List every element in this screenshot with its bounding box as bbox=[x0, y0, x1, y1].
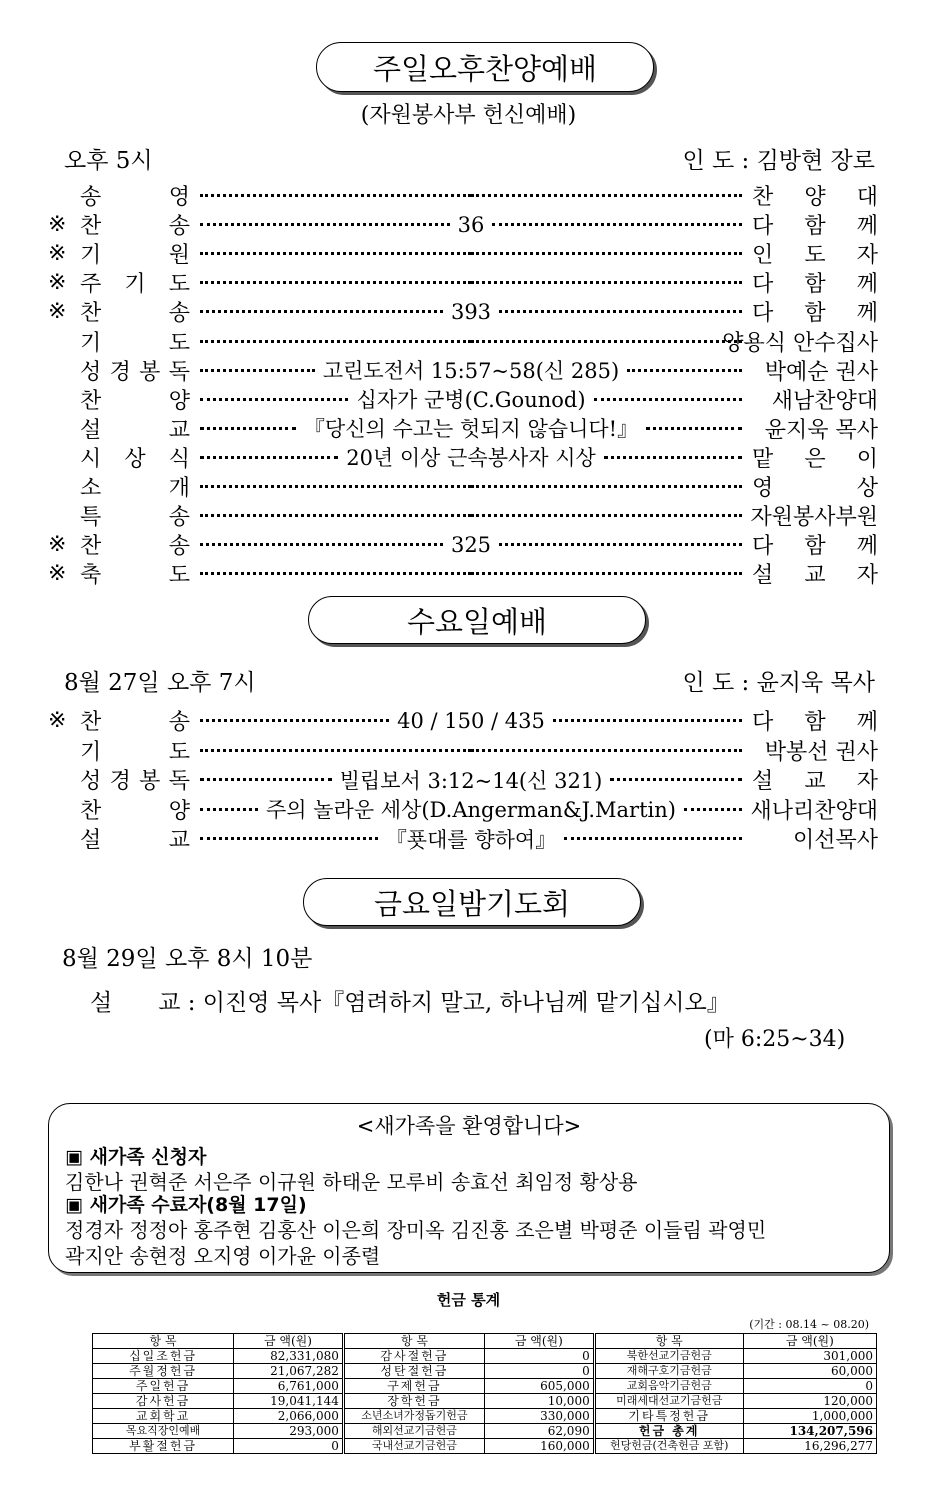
order-label: 송 영 bbox=[80, 185, 190, 210]
offering-amount: 160,000 bbox=[484, 1439, 594, 1454]
order-row bbox=[48, 414, 878, 443]
order-label: 성 경 봉 독 bbox=[80, 359, 190, 385]
finance-row bbox=[93, 1379, 877, 1394]
offering-item: 구제헌금 bbox=[343, 1379, 484, 1394]
order-label: 찬 양 bbox=[80, 798, 190, 824]
offering-amount: 120,000 bbox=[743, 1394, 876, 1409]
new-family-graduates-line1: 정경자 정정아 홍주현 김홍산 이은희 장미옥 김진홍 조은별 박평준 이들림 곽영민 bbox=[65, 1218, 767, 1242]
order-leader: 다 함 께 bbox=[752, 214, 878, 240]
order-label: 기 도 bbox=[80, 739, 190, 765]
finance-row bbox=[93, 1424, 877, 1439]
order-leader: 다 함 께 bbox=[752, 534, 878, 560]
col-header-amount: 금 액(원) bbox=[234, 1334, 344, 1349]
order-row bbox=[48, 297, 878, 326]
dot-leader bbox=[200, 300, 742, 324]
finance-row bbox=[93, 1349, 877, 1364]
offering-item: 장학헌금 bbox=[343, 1394, 484, 1409]
finance-row bbox=[93, 1364, 877, 1379]
order-row bbox=[48, 356, 878, 385]
order-content: 40 / 150 / 435 bbox=[397, 708, 545, 733]
wednesday-time: 8월 27일 오후 7시 bbox=[64, 670, 256, 696]
order-label: 찬 송 bbox=[80, 214, 190, 240]
col-header-item: 항 목 bbox=[343, 1334, 484, 1349]
offering-item: 국내선교기금헌금 bbox=[343, 1439, 484, 1454]
order-content: 『푯대를 향하여』 bbox=[385, 827, 557, 852]
order-row bbox=[48, 736, 878, 765]
order-content: 십자가 군병(C.Gounod) bbox=[356, 388, 586, 413]
offering-amount: 6,761,000 bbox=[234, 1379, 344, 1394]
offering-amount: 82,331,080 bbox=[234, 1349, 344, 1364]
required-standing-mark: ※ bbox=[48, 299, 67, 325]
finance-row bbox=[93, 1409, 877, 1424]
offering-item: 감사헌금 bbox=[93, 1394, 234, 1409]
offering-item: 소년소녀가정돕기헌금 bbox=[343, 1409, 484, 1424]
dot-leader bbox=[200, 355, 742, 385]
dot-leader bbox=[200, 252, 742, 255]
sunday-time: 오후 5시 bbox=[64, 148, 153, 174]
offering-amount: 1,000,000 bbox=[743, 1409, 876, 1424]
offering-amount: 301,000 bbox=[743, 1349, 876, 1364]
friday-scripture: (마 6:25~34) bbox=[704, 1027, 846, 1052]
offering-item: 교회음악기금헌금 bbox=[594, 1379, 743, 1394]
sunday-subtitle: (자원봉사부 헌신예배) bbox=[360, 103, 577, 128]
new-family-box bbox=[48, 1103, 890, 1273]
offering-item: 성탄절헌금 bbox=[343, 1364, 484, 1379]
order-leader: 박봉선 권사 bbox=[764, 739, 878, 765]
order-leader: 맡 은 이 bbox=[752, 446, 878, 472]
order-row bbox=[48, 239, 878, 268]
offering-amount: 16,296,277 bbox=[743, 1439, 876, 1454]
offering-amount: 2,066,000 bbox=[234, 1409, 344, 1424]
new-family-title: <새가족을 환영합니다> bbox=[356, 1114, 582, 1138]
offering-item: 목요직장인예배 bbox=[93, 1424, 234, 1439]
offering-item: 기타특정헌금 bbox=[594, 1409, 743, 1424]
offering-item: 헌당헌금(건축헌금 포함) bbox=[594, 1439, 743, 1454]
offering-amount: 0 bbox=[743, 1379, 876, 1394]
offering-amount: 60,000 bbox=[743, 1364, 876, 1379]
offering-item: 재해구호기금헌금 bbox=[594, 1364, 743, 1379]
new-family-graduates-heading: ▣ 새가족 수료자(8월 17일) bbox=[65, 1194, 307, 1216]
required-standing-mark: ※ bbox=[48, 532, 67, 558]
dot-leader bbox=[200, 442, 742, 472]
offering-item: 부활절헌금 bbox=[93, 1439, 234, 1454]
order-label: 찬 송 bbox=[80, 710, 190, 735]
order-label: 기 도 bbox=[80, 330, 190, 356]
wednesday-title: 수요일예배 bbox=[308, 596, 646, 644]
offering-item: 주일헌금 bbox=[93, 1379, 234, 1394]
order-row bbox=[48, 443, 878, 472]
finance-title: 헌금 통계 bbox=[436, 1291, 501, 1309]
order-row bbox=[48, 385, 878, 414]
offering-amount: 19,041,144 bbox=[234, 1394, 344, 1409]
dot-leader bbox=[200, 485, 742, 488]
offering-amount: 605,000 bbox=[484, 1379, 594, 1394]
col-header-item: 항 목 bbox=[93, 1334, 234, 1349]
order-label: 성 경 봉 독 bbox=[80, 769, 190, 794]
order-row bbox=[48, 530, 878, 559]
order-label: 소 개 bbox=[80, 476, 190, 501]
offering-amount: 21,067,282 bbox=[234, 1364, 344, 1379]
offering-amount: 10,000 bbox=[484, 1394, 594, 1409]
col-header-amount: 금 액(원) bbox=[743, 1334, 876, 1349]
finance-row bbox=[93, 1394, 877, 1409]
order-leader: 다 함 께 bbox=[752, 710, 878, 735]
order-leader: 새남찬양대 bbox=[771, 388, 878, 414]
order-row bbox=[48, 559, 878, 588]
col-header-item: 항 목 bbox=[594, 1334, 743, 1349]
finance-table bbox=[92, 1333, 877, 1454]
order-content: 20년 이상 근속봉사자 시상 bbox=[346, 446, 596, 471]
offering-item: 미래세대선교기금헌금 bbox=[594, 1394, 743, 1409]
order-label: 설 교 bbox=[80, 417, 190, 443]
wednesday-leader: 인 도 : 윤지욱 목사 bbox=[682, 670, 875, 696]
order-row bbox=[48, 706, 878, 735]
order-leader: 새나리찬양대 bbox=[750, 798, 878, 824]
order-content: 36 bbox=[457, 212, 485, 237]
order-row bbox=[48, 268, 878, 297]
required-standing-mark: ※ bbox=[48, 270, 67, 296]
order-content: 325 bbox=[450, 532, 492, 557]
order-content: 고린도전서 15:57~58(신 285) bbox=[322, 359, 620, 384]
dot-leader bbox=[200, 794, 742, 824]
order-content: 주의 놀라운 세상(D.Angerman&J.Martin) bbox=[266, 798, 676, 822]
order-row bbox=[48, 327, 878, 356]
finance-period: (기간 : 08.14 ~ 08.20) bbox=[749, 1318, 869, 1331]
order-row bbox=[48, 795, 878, 824]
offering-amount: 62,090 bbox=[484, 1424, 594, 1439]
order-label: 기 원 bbox=[80, 243, 190, 269]
order-content: 빌립보서 3:12~14(신 321) bbox=[339, 768, 603, 793]
dot-leader bbox=[200, 194, 742, 197]
order-row bbox=[48, 472, 878, 501]
new-family-graduates-line2: 곽지안 송현정 오지영 이가윤 이종렬 bbox=[65, 1244, 381, 1268]
dot-leader bbox=[200, 213, 742, 237]
order-leader: 인 도 자 bbox=[752, 243, 878, 269]
order-leader: 다 함 께 bbox=[752, 301, 878, 327]
required-standing-mark: ※ bbox=[48, 561, 67, 587]
dot-leader bbox=[200, 384, 742, 414]
order-leader: 자원봉사부원 bbox=[750, 505, 878, 531]
offering-amount: 0 bbox=[484, 1364, 594, 1379]
offering-item: 주월정헌금 bbox=[93, 1364, 234, 1379]
order-row bbox=[48, 181, 878, 210]
required-standing-mark: ※ bbox=[48, 708, 67, 733]
offering-item: 헌금 총계 bbox=[594, 1424, 743, 1439]
order-leader: 윤지욱 목사 bbox=[764, 417, 878, 443]
dot-leader bbox=[200, 413, 742, 443]
new-family-applicants: 김한나 권혁준 서은주 이규원 하태운 모루비 송효선 최임정 황상용 bbox=[65, 1170, 638, 1194]
order-label: 찬 송 bbox=[80, 301, 190, 327]
dot-leader bbox=[200, 533, 742, 557]
dot-leader bbox=[200, 572, 742, 575]
order-content: 393 bbox=[450, 299, 492, 324]
required-standing-mark: ※ bbox=[48, 212, 67, 238]
order-row bbox=[48, 824, 878, 853]
order-leader: 설 교 자 bbox=[752, 769, 878, 794]
order-content: 『당신의 수고는 헛되지 않습니다!』 bbox=[303, 417, 639, 442]
order-leader: 양용식 안수집사 bbox=[722, 330, 878, 356]
sunday-leader: 인 도 : 김방현 장로 bbox=[682, 148, 875, 174]
order-leader: 설 교 자 bbox=[752, 563, 878, 589]
offering-amount: 134,207,596 bbox=[743, 1424, 876, 1439]
order-leader: 영 상 bbox=[752, 476, 878, 501]
order-leader: 박예순 권사 bbox=[764, 359, 878, 385]
new-family-applicants-heading: ▣ 새가족 신청자 bbox=[65, 1146, 207, 1168]
offering-item: 감사절헌금 bbox=[343, 1349, 484, 1364]
order-leader: 이선목사 bbox=[792, 828, 878, 853]
dot-leader bbox=[200, 340, 742, 343]
dot-leader bbox=[200, 514, 742, 517]
offering-item: 교회학교 bbox=[93, 1409, 234, 1424]
sunday-title: 주일오후찬양예배 bbox=[316, 42, 654, 92]
finance-row bbox=[93, 1439, 877, 1454]
finance-header-row bbox=[93, 1334, 877, 1349]
offering-item: 십일조헌금 bbox=[93, 1349, 234, 1364]
offering-amount: 0 bbox=[234, 1439, 344, 1454]
offering-item: 해외선교기금헌금 bbox=[343, 1424, 484, 1439]
order-label: 특 송 bbox=[80, 505, 190, 531]
order-leader: 찬 양 대 bbox=[752, 185, 878, 210]
dot-leader bbox=[200, 765, 742, 795]
friday-sermon: 설 교 : 이진영 목사『염려하지 말고, 하나님께 맡기십시오』 bbox=[90, 990, 730, 1016]
order-label: 찬 양 bbox=[80, 388, 190, 414]
order-label: 찬 송 bbox=[80, 534, 190, 560]
order-label: 축 도 bbox=[80, 563, 190, 589]
offering-amount: 293,000 bbox=[234, 1424, 344, 1439]
offering-amount: 330,000 bbox=[484, 1409, 594, 1424]
dot-leader bbox=[200, 824, 742, 854]
order-row bbox=[48, 765, 878, 794]
dot-leader bbox=[200, 709, 742, 733]
friday-time: 8월 29일 오후 8시 10분 bbox=[62, 946, 313, 972]
order-leader: 다 함 께 bbox=[752, 272, 878, 298]
order-label: 주 기 도 bbox=[80, 272, 190, 298]
order-row bbox=[48, 501, 878, 530]
order-label: 설 교 bbox=[80, 828, 190, 853]
offering-item: 북한선교기금헌금 bbox=[594, 1349, 743, 1364]
required-standing-mark: ※ bbox=[48, 241, 67, 267]
order-row bbox=[48, 210, 878, 239]
order-label: 시 상 식 bbox=[80, 446, 190, 472]
dot-leader bbox=[200, 281, 742, 284]
col-header-amount: 금 액(원) bbox=[484, 1334, 594, 1349]
offering-amount: 0 bbox=[484, 1349, 594, 1364]
friday-title: 금요일밤기도회 bbox=[303, 878, 641, 926]
dot-leader bbox=[200, 749, 742, 752]
